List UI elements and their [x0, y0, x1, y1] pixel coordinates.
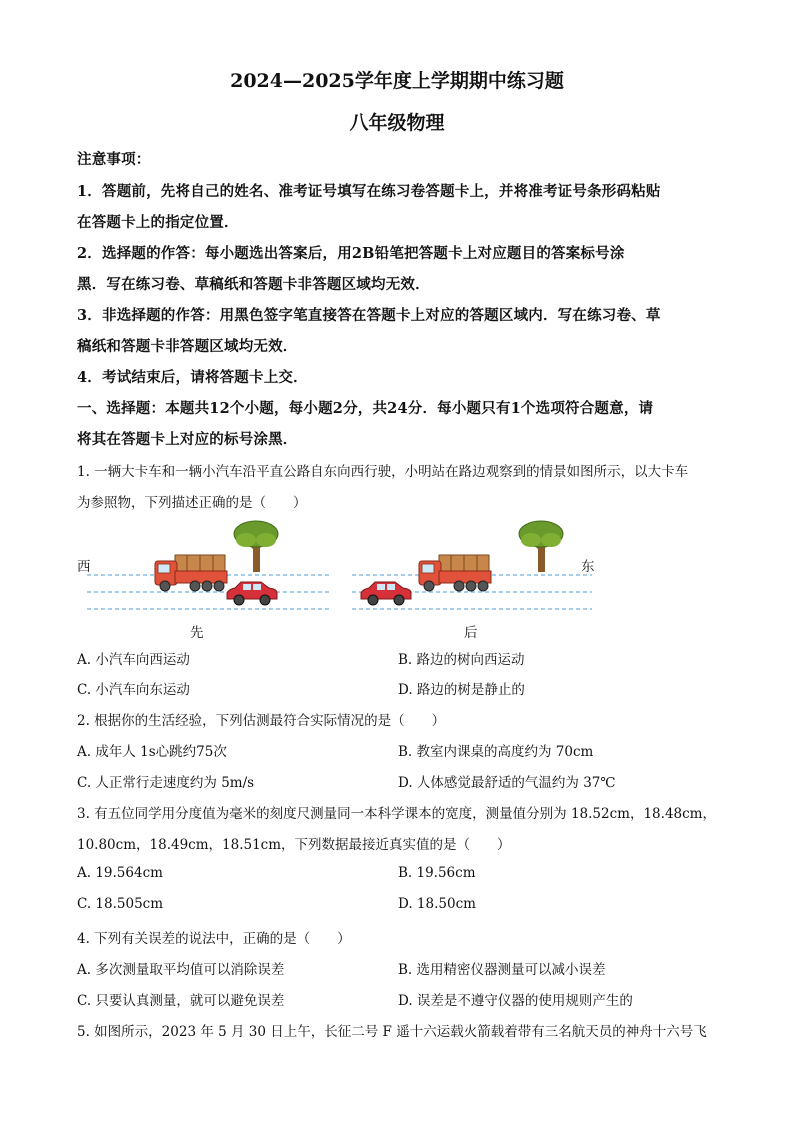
question-4-option-d: D. 误差是不遵守仪器的使用规则产生的	[398, 993, 633, 1009]
before-label: 先	[190, 625, 204, 641]
tree-icon	[234, 521, 278, 572]
question-3-stem: 3. 有五位同学用分度值为毫米的刻度尺测量同一本科学课本的宽度，测量值分别为 18.52cm，18.48cm，	[77, 806, 716, 822]
question-3-option-b: B. 19.56cm	[398, 865, 476, 881]
notice-line: 2．选择题的作答：每小题选出答案后，用2B铅笔把答题卡上对应题目的答案标号涂	[77, 245, 625, 262]
question-1-option-b: B. 路边的树向西运动	[398, 652, 525, 668]
question-2-option-c: C. 人正常行走速度约为 5m/s	[77, 775, 255, 791]
notice-line: 1．答题前，先将自己的姓名、准考证号填写在练习卷答题卡上，并将准考证号条形码粘贴	[77, 183, 661, 200]
question-1-option-c: C. 小汽车向东运动	[77, 682, 190, 698]
question-3-option-a: A. 19.564cm	[77, 865, 163, 881]
question-1-figure	[77, 515, 607, 640]
question-1-option-a: A. 小汽车向西运动	[77, 652, 190, 668]
car-icon	[227, 582, 277, 605]
section-heading: 一、选择题：本题共12个小题，每小题2分，共24分．每小题只有1个选项符合题意，请	[77, 400, 654, 417]
question-2-option-d: D. 人体感觉最舒适的气温约为 37℃	[398, 775, 616, 791]
east-label: 东	[581, 559, 595, 575]
exam-subtitle: 八年级物理	[349, 112, 445, 134]
question-2-option-b: B. 教室内课桌的高度约为 70cm	[398, 744, 594, 760]
notice-line: 稿纸和答题卡非答题区域均无效．	[77, 338, 298, 355]
question-1-stem: 为参照物，下列描述正确的是（ ）	[77, 495, 307, 511]
car-icon	[361, 582, 411, 605]
west-label: 西	[77, 559, 91, 575]
tree-icon	[519, 521, 563, 572]
section-heading: 将其在答题卡上对应的标号涂黑．	[77, 431, 298, 448]
question-3-stem: 10.80cm，18.49cm，18.51cm，下列数据最接近真实值的是（ ）	[77, 837, 511, 853]
notice-line: 4．考试结束后，请将答题卡上交．	[77, 369, 308, 386]
after-label: 后	[464, 625, 478, 641]
question-3-option-d: D. 18.50cm	[398, 896, 476, 912]
question-4-option-c: C. 只要认真测量，就可以避免误差	[77, 993, 285, 1009]
question-4-option-a: A. 多次测量取平均值可以消除误差	[77, 962, 285, 978]
question-1-option-d: D. 路边的树是静止的	[398, 682, 525, 698]
exam-title: 2024—2025学年度上学期期中练习题	[230, 70, 564, 92]
truck-icon	[419, 555, 491, 591]
notice-line: 在答题卡上的指定位置．	[77, 214, 239, 231]
question-2-stem: 2. 根据你的生活经验，下列估测最符合实际情况的是（ ）	[77, 713, 446, 729]
notice-line: 黑．写在练习卷、草稿纸和答题卡非答题区域均无效．	[77, 276, 430, 293]
question-2-option-a: A. 成年人 1s心跳约75次	[77, 744, 227, 760]
truck-icon	[155, 555, 227, 591]
question-4-option-b: B. 选用精密仪器测量可以减小误差	[398, 962, 606, 978]
question-4-stem: 4. 下列有关误差的说法中，正确的是（ ）	[77, 931, 351, 947]
notice-line: 3．非选择题的作答：用黑色签字笔直接答在答题卡上对应的答题区域内．写在练习卷、草	[77, 307, 661, 324]
question-3-option-c: C. 18.505cm	[77, 896, 164, 912]
traffic-scene	[77, 515, 607, 640]
question-5-stem: 5. 如图所示，2023 年 5 月 30 日上午，长征二号 F 遥十六运载火箭载着带有三名航天员的神舟十六号飞	[77, 1024, 707, 1040]
notice-heading: 注意事项：	[77, 151, 151, 168]
question-1-stem: 1. 一辆大卡车和一辆小汽车沿平直公路自东向西行驶，小明站在路边观察到的情景如图所示，以大卡车	[77, 464, 689, 480]
